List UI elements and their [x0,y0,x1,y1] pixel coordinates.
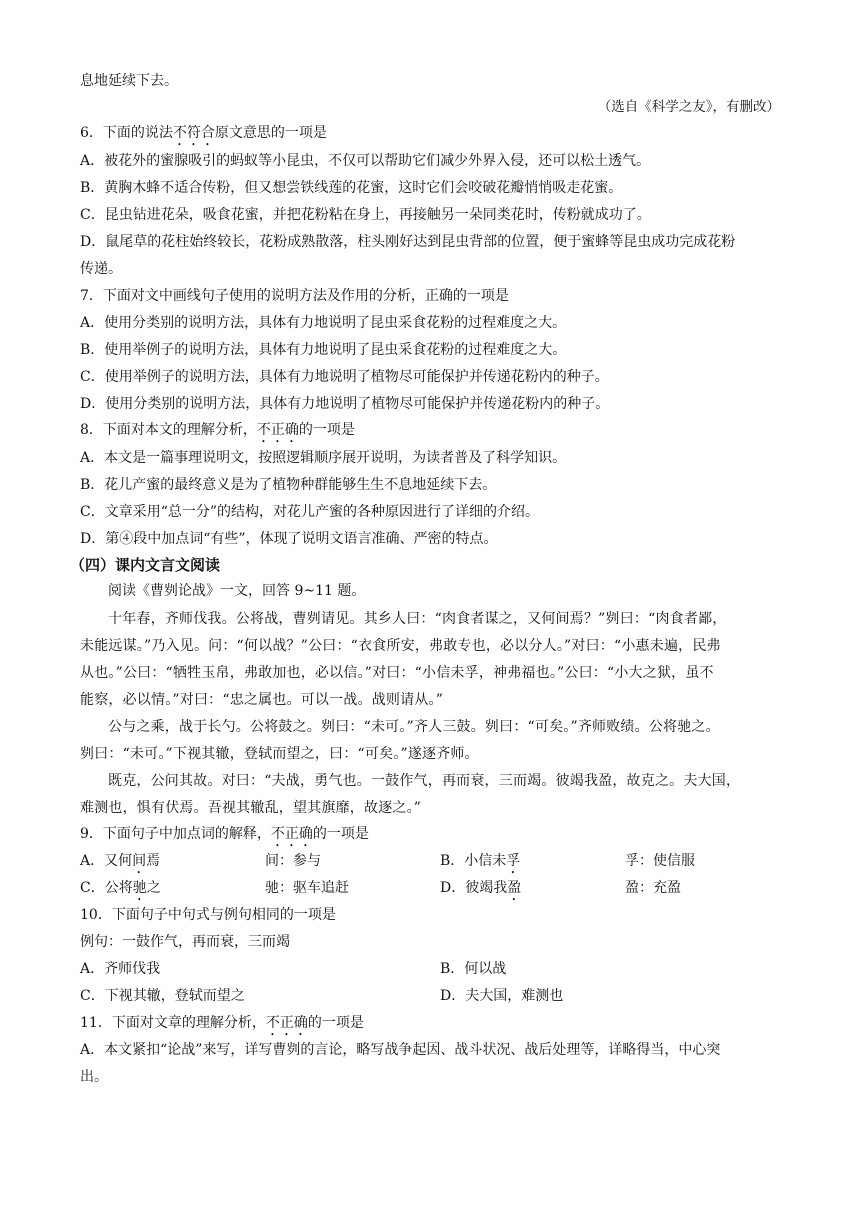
q10-example: 例句：一鼓作气，再而衰，三而竭 [80,934,290,950]
q8-stem: 8．下面对本文的理解分析，不正确的一项是 [80,422,355,438]
emphasis-mark: 不符合 [172,125,215,141]
passage-p1-line2: 未能远谋。”乃入见。问：“何以战？”公曰：“衣食所安，弗敢专也，必以分人。”对曰：“小惠未遍，民弗 [80,638,721,654]
emphasis-mark: 不正确 [270,826,313,842]
q6-option-a: A．被花外的蜜腺吸引的蚂蚁等小昆虫，不仅可以帮助它们减少外界入侵，还可以松土透气。 [80,153,651,169]
q8-option-b: B．花儿产蜜的最终意义是为了植物种群能够生生不息地延续下去。 [80,477,497,493]
section-intro: 阅读《曹刿论战》一文，回答 9~11 题。 [108,583,366,599]
source-citation: （选自《科学之友》，有删改） [597,99,780,115]
q7-option-b: B．使用举例子的说明方法，具体有力地说明了昆虫采食花粉的过程难度之大。 [80,342,567,358]
q10-option-c: C．下视其辙，登轼而望之 [80,988,245,1004]
q8-option-a: A．本文是一篇事理说明文，按照逻辑顺序展开说明，为读者普及了科学知识。 [80,450,567,466]
q10-stem: 10．下面句子中句式与例句相同的一项是 [80,907,336,923]
q7-option-c: C．使用举例子的说明方法，具体有力地说明了植物尽可能保护并传递花粉内的种子。 [80,369,609,385]
q6-option-d-cont: 传递。 [80,261,122,277]
passage-p2-line1: 公与之乘，战于长勺。公将鼓之。刿曰：“未可。”齐人三鼓。刿曰：“可矣。”齐师败绩。公将驰之。 [108,719,720,735]
q10-option-a: A．齐师伐我 [80,961,161,977]
emphasis-mark: 盈 [507,880,522,896]
passage-p1-line3: 从也。”公曰：“牺牲玉帛，弗敢加也，必以信。”对曰：“小信未孚，神弗福也。”公曰：“小大之狱，虽不 [80,665,714,681]
q9-option-d: D．彼竭我盈 [440,880,522,896]
q8-option-c: C．文章采用“总一分”的结构，对花儿产蜜的各种原因进行了详细的介绍。 [80,504,540,520]
q9-option-b-definition: 孚：使信服 [625,853,695,869]
q9-option-b: B．小信未孚 [440,853,521,869]
q11-option-a-cont: 出。 [80,1069,108,1085]
passage-p1-line1: 十年春，齐师伐我。公将战，曹刿请见。其乡人曰：“肉食者谋之，又何间焉？”刿曰：“肉食者鄙， [108,611,727,627]
emphasis-mark: 不正确 [256,422,299,438]
passage-p1-line4: 能察，必以情。”对曰：“忠之属也。可以一战。战则请从。” [80,692,444,708]
q7-option-a: A．使用分类别的说明方法，具体有力地说明了昆虫采食花粉的过程难度之大。 [80,315,567,331]
q9-option-a: A．又何间焉 [80,853,161,869]
passage-end-line: 息地延续下去。 [80,73,178,89]
q8-option-d: D．第④段中加点词“有些”，体现了说明文语言准确、严密的特点。 [80,531,498,547]
q6-option-c: C．昆虫钻进花朵，吸食花蜜，并把花粉粘在身上，再接触另一朵同类花时，传粉就成功了。 [80,207,651,223]
q7-stem: 7．下面对文中画线句子使用的说明方法及作用的分析，正确的一项是 [80,288,509,304]
q11-stem: 11．下面对文章的理解分析，不正确的一项是 [80,1015,364,1031]
q6-option-d: D．鼠尾草的花柱始终较长，花粉成熟散落，柱头刚好达到昆虫背部的位置，便于蜜蜂等昆虫成功完成花粉 [80,234,736,250]
emphasis-mark: 不正确 [265,1015,308,1031]
passage-p2-line2: 刿曰：“未可。”下视其辙，登轼而望之，曰：“可矣。”遂逐齐师。 [80,746,479,762]
emphasis-mark: 间 [132,853,147,869]
q9-option-c: C．公将驰之 [80,880,161,896]
q11-option-a: A．本文紧扣“论战”来写，详写曹刿的言论，略写战争起因、战斗状况、战后处理等，详略得当，中心突 [80,1042,721,1058]
q9-option-d-definition: 盈：充盈 [625,880,681,896]
q9-stem: 9．下面句子中加点词的解释，不正确的一项是 [80,826,369,842]
passage-p3-line2: 难测也，惧有伏焉。吾视其辙乱，望其旗靡，故逐之。” [80,800,422,816]
q6-option-b: B．黄胸木蜂不适合传粉，但又想尝铁线莲的花蜜，这时它们会咬破花瓣悄悄吸走花蜜。 [80,180,623,196]
q9-option-a-definition: 间：参与 [265,853,321,869]
passage-p3-line1: 既克，公问其故。对曰：“夫战，勇气也。一鼓作气，再而衰，三而竭。彼竭我盈，故克之。夫大国， [108,773,741,789]
q7-option-d: D．使用分类别的说明方法，具体有力地说明了植物尽可能保护并传递花粉内的种子。 [80,396,610,412]
q6-stem: 6．下面的说法不符合原文意思的一项是 [80,125,327,141]
emphasis-mark: 孚 [506,853,521,869]
section-heading: （四）课内文言文阅读 [70,556,221,574]
q9-option-c-definition: 驰：驱车追赶 [265,880,349,896]
q10-option-d: D．夫大国，难测也 [440,988,564,1004]
emphasis-mark: 驰 [132,880,147,896]
q10-option-b: B．何以战 [440,961,507,977]
